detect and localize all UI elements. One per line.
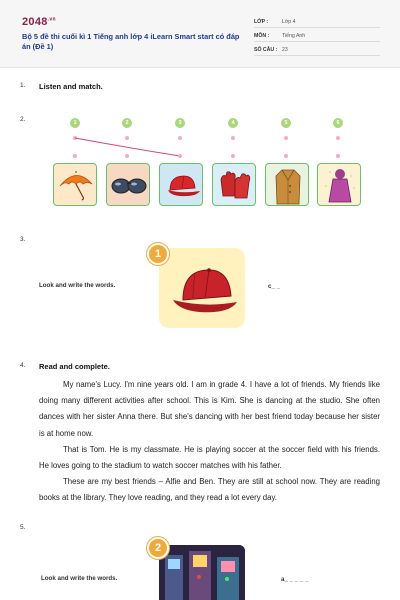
picture-sunglasses [106, 163, 150, 206]
match-dot-bottom-6[interactable] [336, 154, 340, 158]
question-1-number: 1. [20, 82, 26, 89]
question-5-answer-blank[interactable]: a_ _ _ _ _ [281, 576, 309, 583]
cap-icon [160, 164, 203, 206]
picture-raincoat [317, 163, 361, 206]
meta-subject: MÔN : Tiếng Anh [254, 30, 380, 42]
question-4-number: 4. [20, 362, 26, 369]
meta-grade: LỚP : Lớp 4 [254, 16, 380, 28]
match-number-6: 6 [333, 118, 343, 128]
picture-umbrella [53, 163, 97, 206]
question-5-number: 5. [20, 524, 26, 531]
raincoat-icon [318, 164, 361, 206]
match-dot-bottom-5[interactable] [284, 154, 288, 158]
meta-question-count: SỐ CÂU : 23 [254, 44, 380, 56]
match-number-2: 2 [122, 118, 132, 128]
reading-paragraph-2: That is Tom. He is my classmate. He is playing soccer at the soccer field with his friends. He loves going to the stadium to watch soccer matches with his father. [39, 444, 380, 471]
document-title: Bộ 5 đề thi cuối kì 1 Tiếng anh lớp 4 iLearn Smart start có đáp án (Đề 1) [22, 32, 240, 51]
match-dot-bottom-2[interactable] [125, 154, 129, 158]
match-number-4: 4 [228, 118, 238, 128]
question-3-number: 3. [20, 236, 26, 243]
reading-passage [39, 377, 380, 507]
match-dot-bottom-3[interactable] [178, 154, 182, 158]
match-number-3: 3 [175, 118, 185, 128]
picture-cap [159, 163, 203, 206]
question-4-title: Read and complete. [39, 362, 110, 371]
question-1-title: Listen and match. [39, 82, 103, 91]
umbrella-icon [54, 164, 97, 206]
picture-coat [265, 163, 309, 206]
question-3-instruction: Look and write the words. [39, 282, 116, 289]
sunglasses-icon [107, 164, 150, 206]
site-logo[interactable]: $2048^{.vn}$ [22, 16, 56, 28]
question-3-answer-blank[interactable]: c_ _ [268, 283, 281, 290]
match-dot-bottom-4[interactable] [231, 154, 235, 158]
picture-gloves [212, 163, 256, 206]
arcade-icon [159, 545, 245, 600]
coat-icon [266, 164, 309, 206]
match-dot-bottom-1[interactable] [73, 154, 77, 158]
question-5-picture [159, 545, 245, 600]
cap-icon [159, 248, 245, 328]
picture-number-badge-1: 1 [147, 243, 169, 265]
question-2-number: 2. [20, 116, 26, 123]
gloves-icon [213, 164, 256, 206]
match-number-5: 5 [281, 118, 291, 128]
picture-number-badge-2: 2 [147, 537, 169, 559]
match-number-1: 1 [70, 118, 80, 128]
question-3-picture [159, 248, 245, 328]
reading-paragraph-1: My name's Lucy. I'm nine years old. I am in grade 4. I have a lot of friends. My friends like doing many different activities after school. This is Kim. She is dancing at the studio. She often dances with her sister Anna there. But she's dancing with her best friend today because her sister is at home now. [39, 380, 380, 438]
reading-paragraph-3: These are my best friends – Alfie and Ben. They are still at school now. They are reading books at the library. They love reading, and they read a lot every day. [39, 477, 380, 503]
question-5-instruction: Look and write the words. [41, 575, 118, 582]
